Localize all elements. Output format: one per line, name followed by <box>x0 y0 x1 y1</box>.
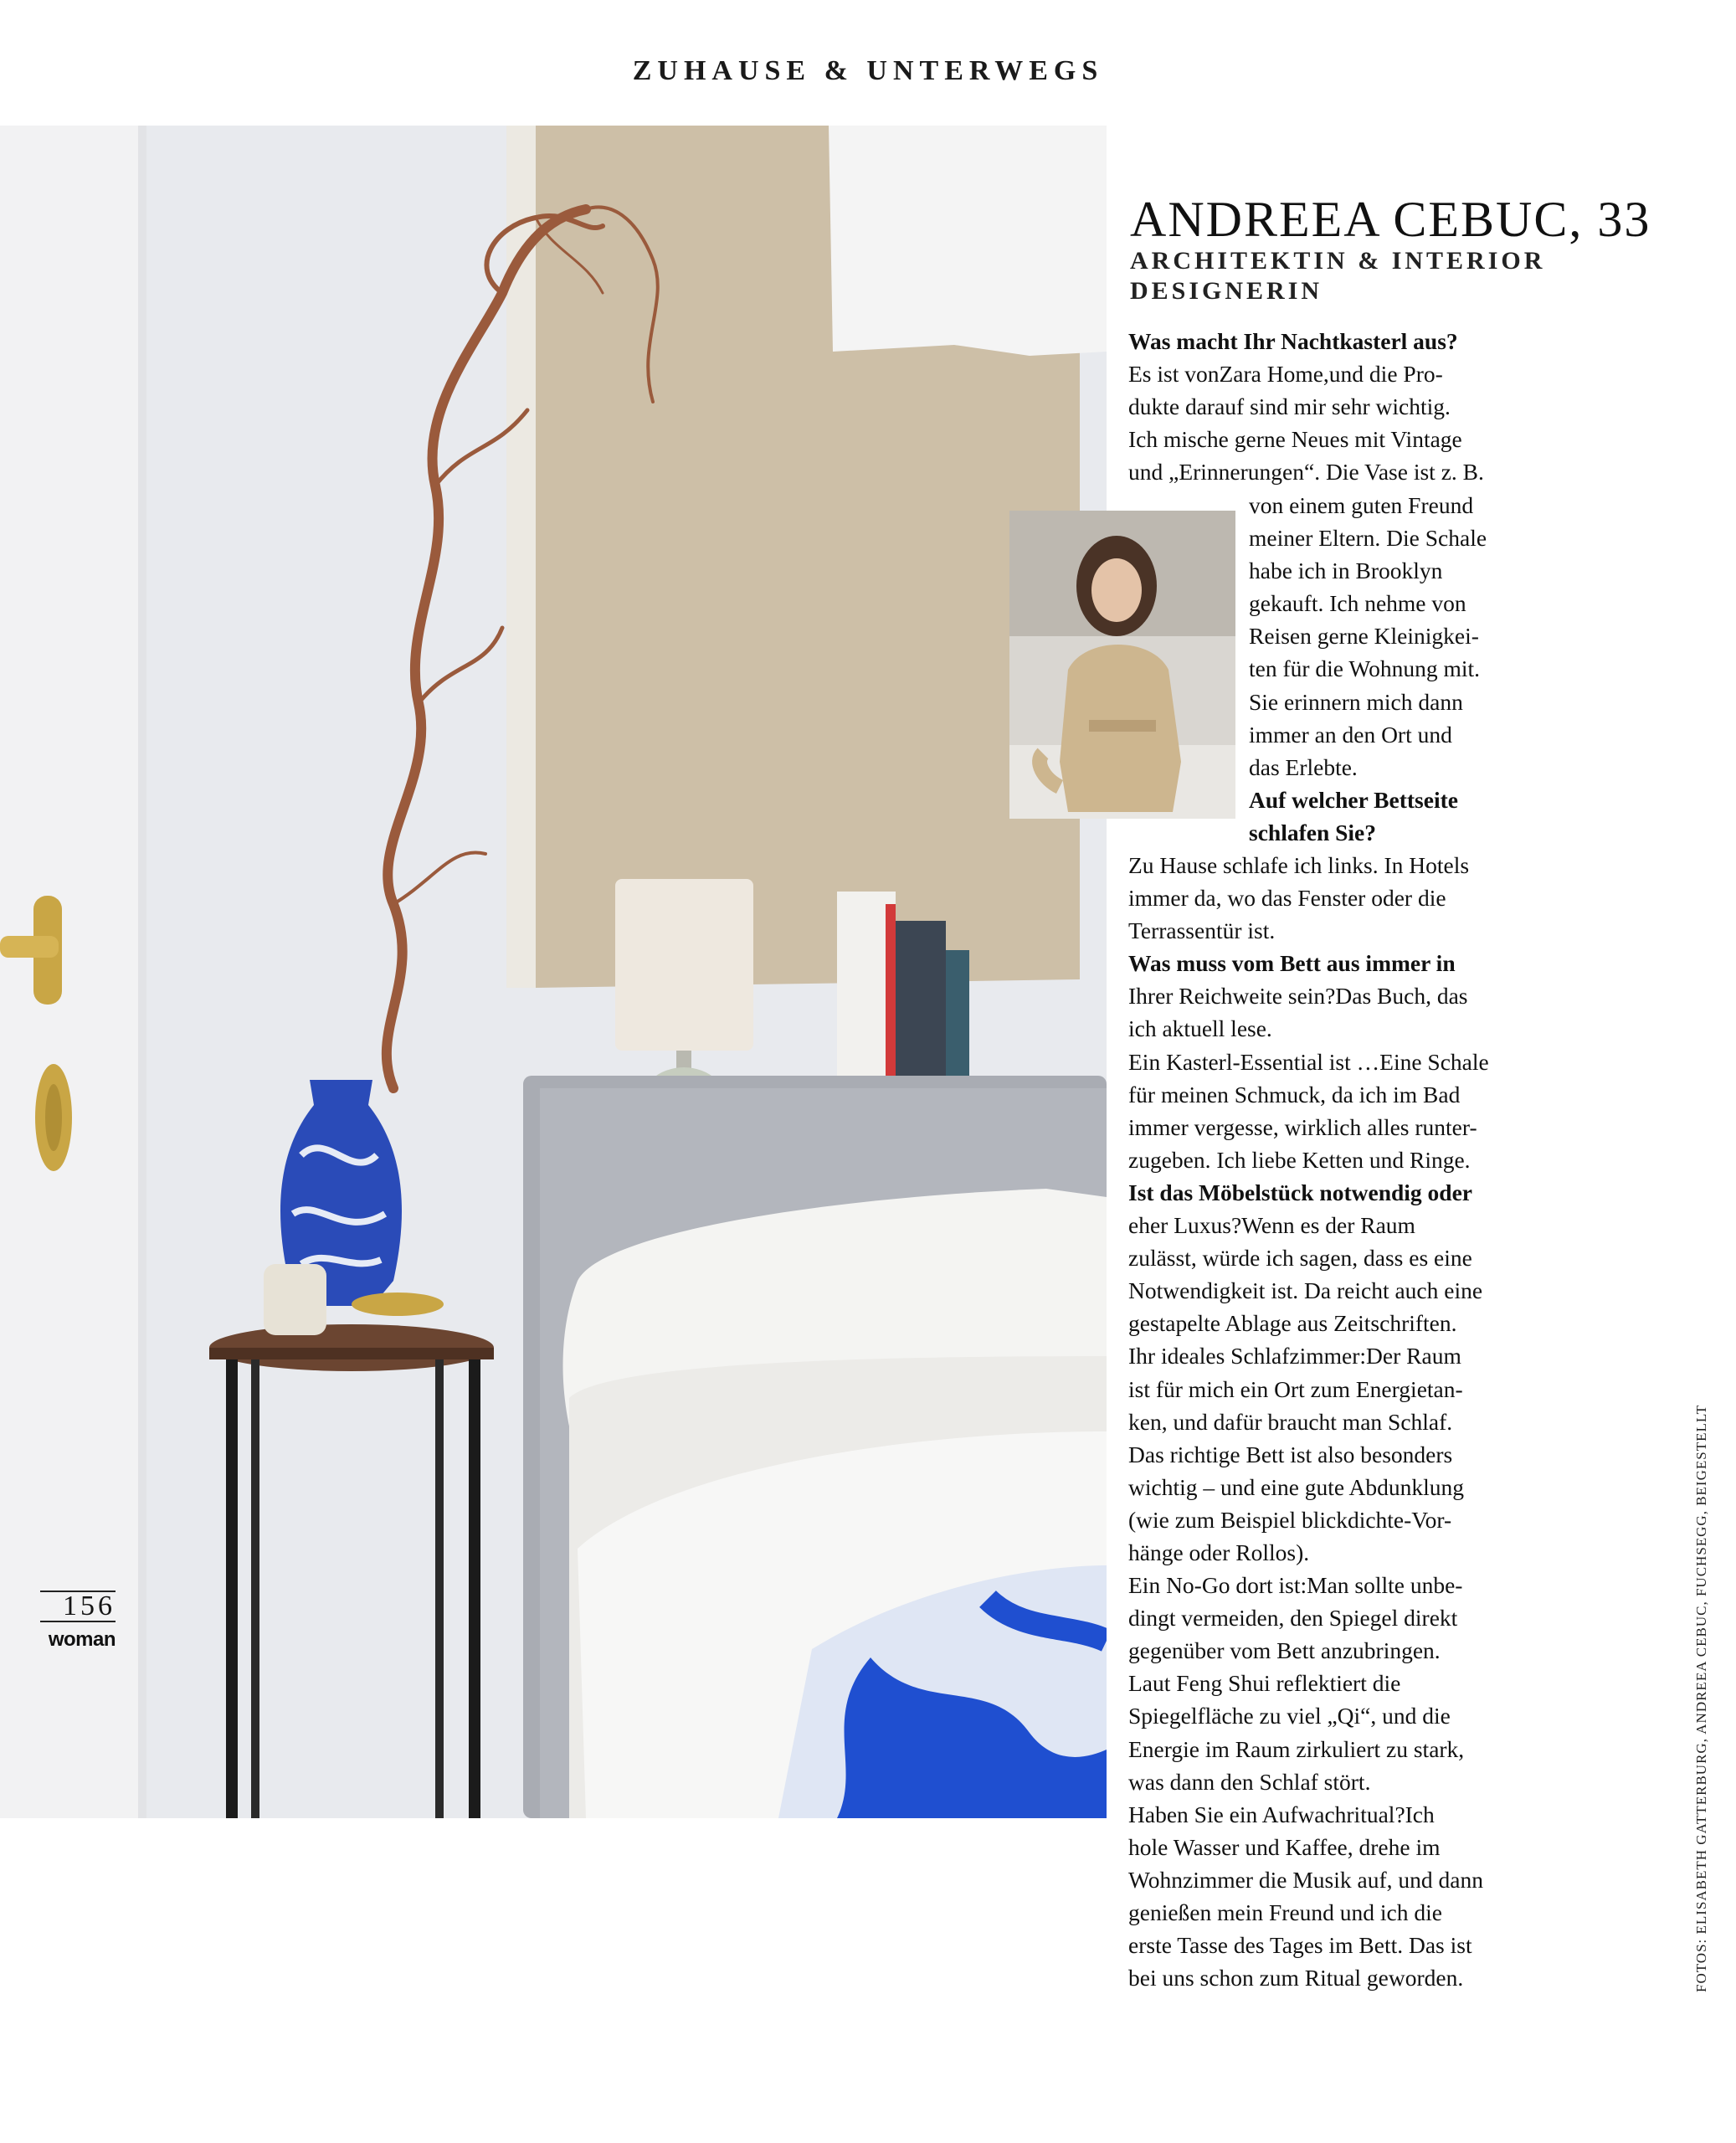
text-line: genießen mein Freund und ich die <box>1128 1899 1442 1925</box>
text-line: Was muss vom Bett aus immer in <box>1128 950 1456 977</box>
text-line: Ein Kasterl-Essential ist …Eine Schale <box>1128 1048 1489 1075</box>
text-line: Spiegelfläche zu viel „Qi“, und die <box>1128 1703 1451 1729</box>
text-line: habe ich in Brooklyn <box>1249 558 1443 584</box>
text-line: Reisen gerne Kleinigkei- <box>1249 623 1479 650</box>
text-line: (wie zum Beispiel blickdichte-Vor- <box>1128 1506 1452 1533</box>
text-line: Ihr ideales Schlafzimmer:Der Raum <box>1128 1343 1461 1370</box>
text-line: zugeben. Ich liebe Ketten und Ringe. <box>1128 1146 1471 1173</box>
text-line: ist für mich ein Ort zum Energietan- <box>1128 1375 1463 1402</box>
text-line: zulässt, würde ich sagen, dass es eine <box>1128 1245 1472 1272</box>
text-line: wichtig – und eine gute Abdunklung <box>1128 1473 1464 1500</box>
page-number-value: 156 <box>40 1592 116 1622</box>
text-line: Sie erinnern mich dann <box>1249 688 1463 715</box>
interview-column-b <box>1249 489 1487 849</box>
text-line: Wohnzimmer die Musik auf, und dann <box>1128 1866 1483 1893</box>
text-line: Haben Sie ein Aufwachritual?Ich <box>1128 1801 1435 1827</box>
text-line: ten für die Wohnung mit. <box>1249 655 1481 682</box>
text-line: bei uns schon zum Ritual geworden. <box>1128 1965 1464 1991</box>
text-line: Ich mische gerne Neues mit Vintage <box>1128 426 1462 453</box>
page-number <box>40 1591 116 1622</box>
text-line: ken, und dafür braucht man Schlaf. <box>1128 1408 1453 1435</box>
person-name: ANDREEA CEBUC, 33 <box>1130 192 1651 247</box>
text-line: Was macht Ihr Nachtkasterl aus? <box>1128 328 1458 354</box>
text-line: von einem guten Freund <box>1249 492 1474 518</box>
person-role: ARCHITEKTIN & INTERIOR DESIGNERIN <box>1130 247 1546 305</box>
text-line: Auf welcher Bettseite <box>1249 786 1458 813</box>
text-line: immer da, wo das Fenster oder die <box>1128 885 1446 912</box>
text-line: gestapelte Ablage aus Zeitschriften. <box>1128 1310 1457 1337</box>
text-line: das Erlebte. <box>1249 753 1358 780</box>
text-line: Notwendigkeit ist. Da reicht auch eine <box>1128 1277 1483 1304</box>
text-line: eher Luxus?Wenn es der Raum <box>1128 1212 1415 1239</box>
text-line: Zu Hause schlafe ich links. In Hotels <box>1128 852 1470 878</box>
portrait-photo <box>1009 511 1235 819</box>
text-line: hänge oder Rollos). <box>1128 1539 1310 1565</box>
text-line: Terrassentür ist. <box>1128 917 1276 944</box>
interview-column-a <box>1128 325 1484 488</box>
text-line: immer vergesse, wirklich alles runter- <box>1128 1113 1477 1140</box>
text-line: Ist das Möbelstück notwendig oder <box>1128 1179 1473 1205</box>
photo-credit: FOTOS: ELISABETH GATTERBURG, ANDREEA CEBUC, FUCHSEGG, BEIGESTELLT <box>1693 1404 1709 1992</box>
text-line: gekauft. Ich nehme von <box>1249 590 1466 617</box>
text-line: was dann den Schlaf stört. <box>1128 1768 1371 1795</box>
text-line: gegenüber vom Bett anzubringen. <box>1128 1637 1441 1664</box>
bedroom-photo <box>0 126 1107 1818</box>
text-line: hole Wasser und Kaffee, drehe im <box>1128 1833 1441 1860</box>
text-line: schlafen Sie? <box>1249 819 1377 845</box>
text-line: Ihrer Reichweite sein?Das Buch, das <box>1128 983 1468 1010</box>
text-line: Es ist vonZara Home,und die Pro- <box>1128 361 1443 388</box>
text-line: dukte darauf sind mir sehr wichtig. <box>1128 393 1451 420</box>
text-line: Das richtige Bett ist also besonders <box>1128 1441 1453 1467</box>
interview-column-c <box>1128 849 1489 1994</box>
text-line: Ein No-Go dort ist:Man sollte unbe- <box>1128 1572 1463 1599</box>
text-line: immer an den Ort und <box>1249 721 1452 748</box>
text-line: erste Tasse des Tages im Bett. Das ist <box>1128 1932 1472 1959</box>
text-line: Laut Feng Shui reflektiert die <box>1128 1670 1401 1697</box>
magazine-brand: woman <box>48 1628 116 1651</box>
text-line: meiner Eltern. Die Schale <box>1249 525 1487 552</box>
text-line: für meinen Schmuck, da ich im Bad <box>1128 1081 1461 1107</box>
text-line: ich aktuell lese. <box>1128 1015 1272 1042</box>
text-line: Energie im Raum zirkuliert zu stark, <box>1128 1735 1465 1762</box>
text-line: dingt vermeiden, den Spiegel direkt <box>1128 1605 1458 1632</box>
section-kicker: ZUHAUSE & UNTERWEGS <box>632 55 1104 86</box>
text-line: und „Erinnerungen“. Die Vase ist z. B. <box>1128 459 1484 486</box>
